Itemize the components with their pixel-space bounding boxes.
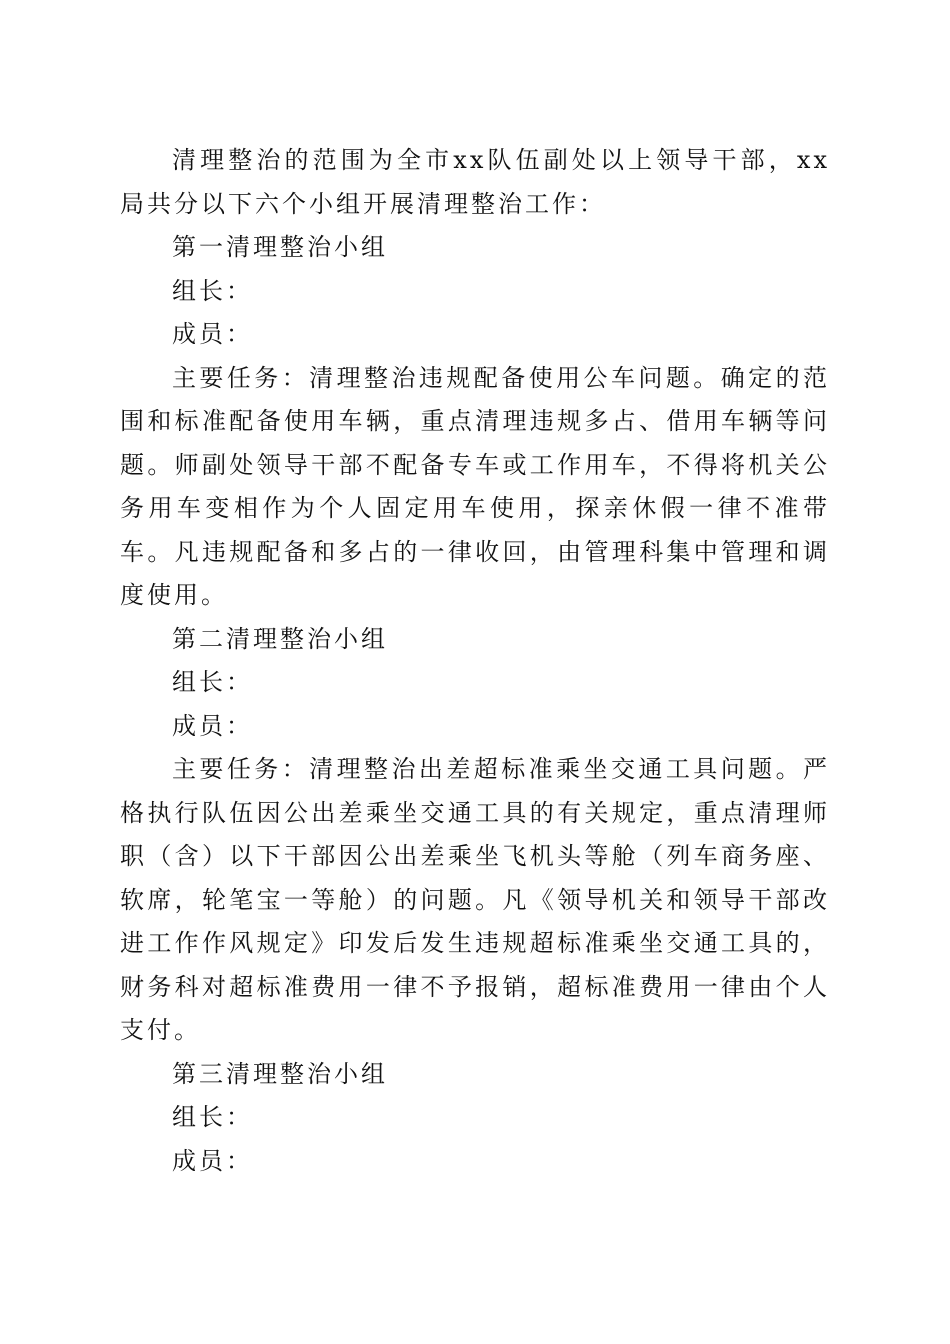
group-1-title: 第一清理整治小组 xyxy=(172,233,388,261)
group-1-members-label: 成员： xyxy=(172,320,253,348)
group-2-members-label: 成员： xyxy=(172,711,253,740)
group-1-leader-label: 组长： xyxy=(172,276,253,305)
intro-paragraph: 清理整治的范围为全市xx队伍副处以上领导干部，xx局共分以下六个小组开展清理整治工作： xyxy=(120,146,830,218)
group-1-task-paragraph: 主要任务：清理整治违规配备使用公车问题。确定的范围和标准配备使用车辆，重点清理违规多占、借用车辆等问题。师副处领导干部不配备专车或工作用车，不得将机关公务用车变相作为个人固定用车使用，探亲休假一律不准带车。凡违规配备和多占的一律收回，由管理科集中管理和调度使用。 xyxy=(120,363,830,609)
group-2-title: 第二清理整治小组 xyxy=(172,624,388,653)
group-3-leader-label: 组长： xyxy=(172,1103,253,1131)
group-3-title: 第三清理整治小组 xyxy=(172,1059,388,1088)
group-3-members-label: 成员： xyxy=(172,1146,253,1175)
document-body xyxy=(120,139,830,1183)
group-2-task-paragraph: 主要任务：清理整治出差超标准乘坐交通工具问题。严格执行队伍因公出差乘坐交通工具的有关规定，重点清理师职（含）以下干部因公出差乘坐飞机头等舱（列车商务座、软席，轮笔宝一等舱）的问题。凡《领导机关和领导干部改进工作作风规定》印发后发生违规超标准乘坐交通工具的，财务科对超标准费用一律不予报销，超标准费用一律由个人支付。 xyxy=(120,755,830,1044)
group-2-leader-label: 组长： xyxy=(172,668,253,696)
